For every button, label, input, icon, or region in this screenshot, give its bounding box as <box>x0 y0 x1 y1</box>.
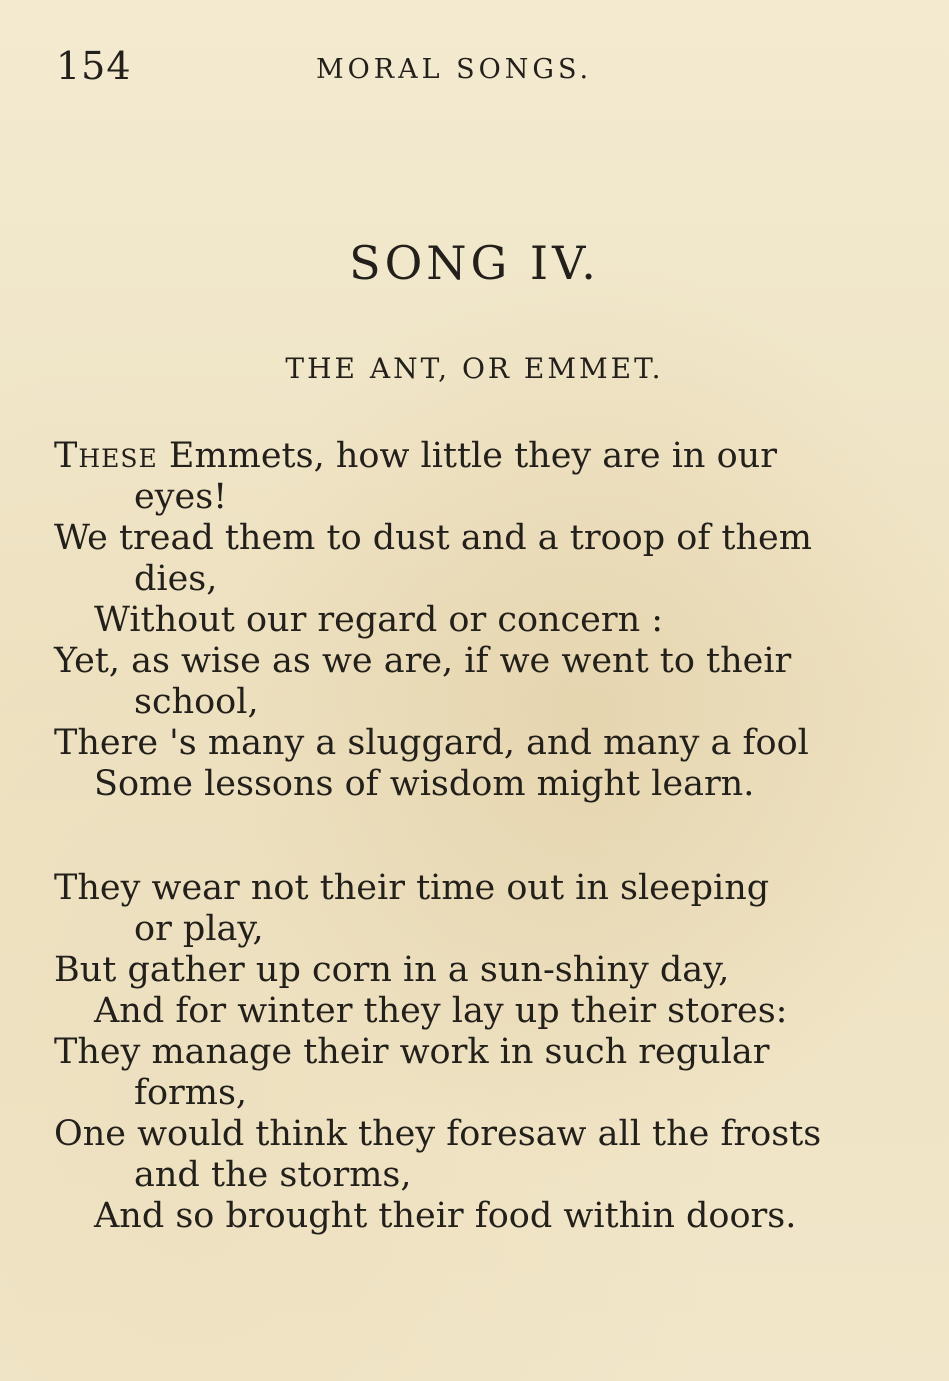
page-header <box>0 44 949 94</box>
poem-line: And so brought their food within doors. <box>94 1196 797 1236</box>
song-subtitle: THE ANT, OR EMMET. <box>285 352 664 385</box>
poem-line: We tread them to dust and a troop of them <box>54 518 812 558</box>
poem-line-continuation: school, <box>134 682 259 722</box>
page-number: 154 <box>56 44 132 88</box>
opening-word: These <box>54 436 158 476</box>
stanza-2 <box>54 868 904 1237</box>
running-head: MORAL SONGS. <box>316 54 593 85</box>
poem-line-continuation: dies, <box>134 559 218 599</box>
poem-line: Yet, as wise as we are, if we went to their <box>54 641 792 681</box>
poem-line: Some lessons of wisdom might learn. <box>94 764 755 804</box>
poem-line: But gather up corn in a sun-shiny day, <box>54 950 730 990</box>
poem-line: There 's many a sluggard, and many a fool <box>54 723 809 763</box>
poem-line-text: Emmets, how little they are in our <box>168 436 777 476</box>
poem-line: They manage their work in such regular <box>54 1032 770 1072</box>
poem-line: One would think they foresaw all the frosts <box>54 1114 822 1154</box>
song-title: SONG IV. <box>349 236 600 290</box>
stanza-1 <box>54 436 904 805</box>
poem-line <box>54 436 904 477</box>
poem-line-continuation: or play, <box>134 909 264 949</box>
poem-line-continuation: eyes! <box>134 477 228 517</box>
poem-line-continuation: forms, <box>134 1073 248 1113</box>
poem-line: And for winter they lay up their stores: <box>94 991 788 1031</box>
poem-line: Without our regard or concern : <box>94 600 664 640</box>
poem-line-continuation: and the storms, <box>134 1155 412 1195</box>
poem-line: They wear not their time out in sleeping <box>54 868 770 908</box>
